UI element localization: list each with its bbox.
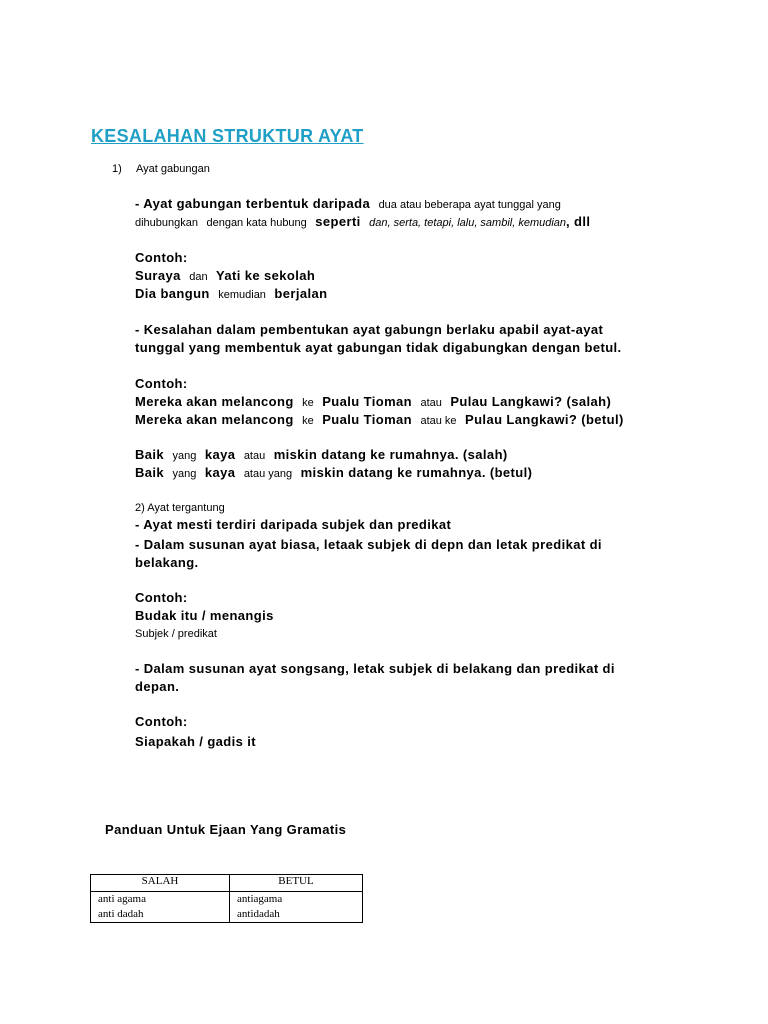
spelling-table — [90, 874, 363, 923]
example-text: Pualu Tioman — [322, 394, 413, 409]
example-text: miskin datang ke rumahnya. (betul) — [300, 465, 533, 480]
example-line — [135, 267, 319, 286]
table-header-row — [91, 875, 363, 892]
section-1-number: 1) — [112, 163, 122, 175]
rule-point: - Ayat mesti terdiri daripada subjek dan predikat — [135, 517, 452, 532]
example-text: kaya — [204, 447, 236, 462]
definition-text: dihubungkan — [135, 217, 199, 229]
example-text: atau — [243, 450, 266, 462]
example-line — [135, 285, 331, 304]
example-line — [135, 411, 628, 430]
example-text: Budak itu / menangis — [135, 608, 274, 623]
example-line — [135, 464, 536, 483]
contoh-label: Contoh: — [135, 714, 188, 729]
example-line — [135, 446, 512, 465]
example-line — [135, 393, 615, 412]
contoh-label: Contoh: — [135, 250, 188, 265]
example-text: Mereka akan melancong — [135, 394, 294, 409]
table-row — [91, 892, 363, 923]
example-text: ke — [302, 397, 314, 409]
example-text: kaya — [204, 465, 236, 480]
section-1-heading: Ayat gabungan — [136, 163, 210, 175]
error-explanation: tunggal yang membentuk ayat gabungan tidak digabungkan dengan betul. — [135, 340, 622, 355]
example-text: Mereka akan melancong — [135, 412, 294, 427]
salah-cell — [91, 892, 230, 923]
example-text: atau yang — [243, 468, 293, 480]
example-text: dan — [189, 271, 208, 283]
example-text: Yati ke sekolah — [216, 268, 316, 283]
rule-point: depan. — [135, 679, 180, 694]
salah-value: anti agama — [98, 893, 146, 905]
panduan-heading: Panduan Untuk Ejaan Yang Gramatis — [105, 822, 347, 837]
example-text: berjalan — [274, 286, 328, 301]
betul-value: antidadah — [237, 908, 280, 920]
rule-point: - Dalam susunan ayat songsang, letak subjek di belakang dan predikat di — [135, 661, 615, 676]
example-text: atau ke — [420, 415, 457, 427]
definition-line-1 — [135, 195, 565, 214]
contoh-label: Contoh: — [135, 590, 188, 605]
example-text: miskin datang ke rumahnya. (salah) — [273, 447, 508, 462]
example-text: Pulau Langkawi? (salah) — [450, 394, 612, 409]
page-title: KESALAHAN STRUKTUR AYAT — [91, 126, 364, 146]
example-text: Pualu Tioman — [322, 412, 413, 427]
rule-point: - Dalam susunan ayat biasa, letaak subjek di depn dan letak predikat di — [135, 537, 602, 552]
example-text: yang — [172, 450, 197, 462]
example-note: Subjek / predikat — [135, 628, 217, 640]
definition-line-2 — [135, 213, 594, 232]
column-header-betul: BETUL — [230, 875, 363, 892]
section-2-heading: 2) Ayat tergantung — [135, 502, 225, 514]
betul-cell — [230, 892, 363, 923]
betul-value: antiagama — [237, 893, 283, 905]
example-text: kemudian — [218, 289, 266, 301]
rule-point: belakang. — [135, 555, 199, 570]
example-text: Siapakah / gadis it — [135, 734, 257, 749]
error-explanation: - Kesalahan dalam pembentukan ayat gabungn berlaku apabil ayat-ayat — [135, 322, 604, 337]
salah-value: anti dadah — [98, 908, 144, 920]
example-text: Pulau Langkawi? (betul) — [465, 412, 624, 427]
column-header-salah: SALAH — [91, 875, 230, 892]
definition-text: dua atau beberapa ayat tunggal yang — [378, 199, 561, 211]
conjunction-list: dan, serta, tetapi, lalu, sambil, kemudian — [369, 217, 567, 229]
example-text: Baik — [135, 447, 165, 462]
contoh-label: Contoh: — [135, 376, 188, 391]
example-text: ke — [302, 415, 314, 427]
definition-text: seperti — [315, 214, 361, 229]
example-text: atau — [420, 397, 442, 409]
example-text: Suraya — [135, 268, 181, 283]
example-text: Dia bangun — [135, 286, 210, 301]
definition-text: - Ayat gabungan terbentuk daripada — [135, 196, 371, 211]
definition-text: , dll — [566, 214, 591, 229]
example-text: yang — [172, 468, 197, 480]
definition-text: dengan kata hubung — [206, 217, 307, 229]
example-text: Baik — [135, 465, 165, 480]
